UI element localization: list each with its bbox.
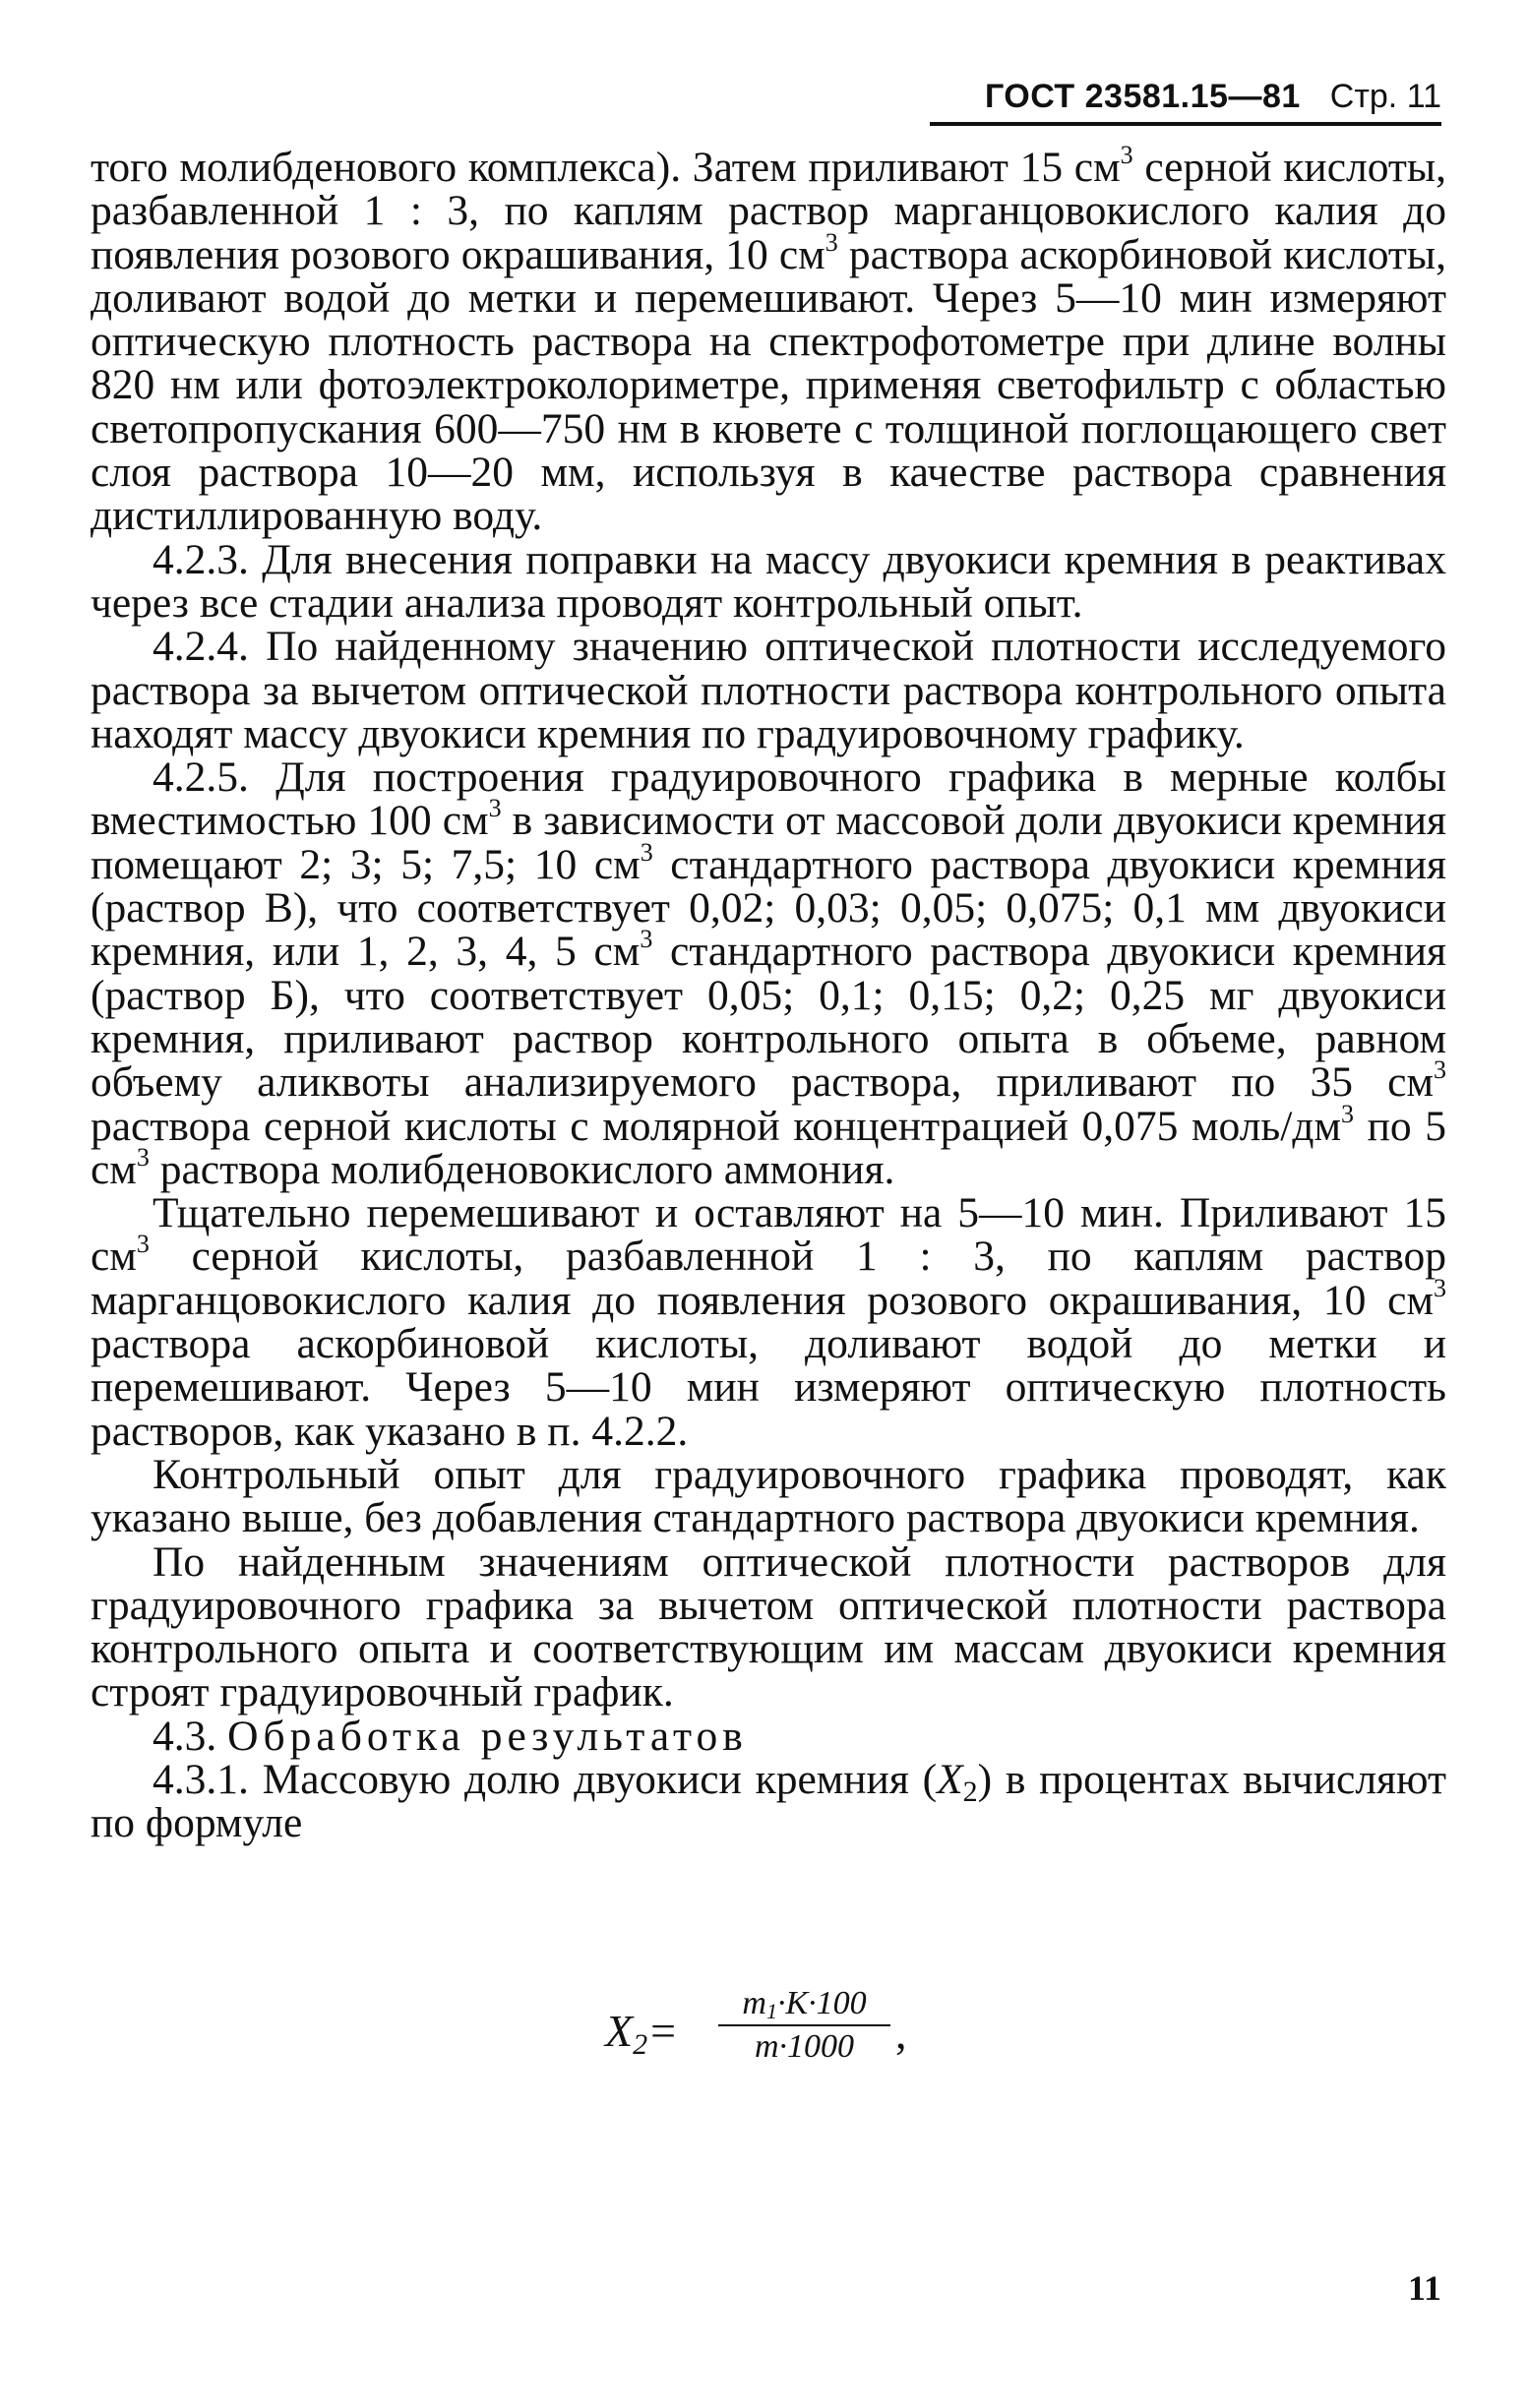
- section-title: Обработка результатов: [227, 1712, 748, 1760]
- subscript: 2: [962, 1775, 978, 1808]
- formula-variable: X: [605, 2006, 634, 2056]
- numerator-rest: ·K·100: [776, 1985, 867, 2021]
- numerator-var: m: [742, 1985, 766, 2021]
- superscript: 3: [1434, 1273, 1446, 1302]
- text-run: раствора аскорбиновой кислоты, доливают водой до метки и перемешивают. Через 5—10 мин измеряют оптическую плотность раствора на спектрофотометре при длине волны 820 нм или фотоэлектроколориметре, применяя светофильтр с областью светопропускания 600—750 нм в кювете с толщиной поглощающего свет слоя раствора 10—20 мм, используя в качестве раствора сравнения дистиллированную воду.: [91, 230, 1446, 540]
- paragraph-4-2-4: 4.2.4. По найденному значению оптической плотности исследуемого раствора за вычетом оптической плотности раствора контрольного опыта находят массу двуокиси кремния по градуировочному графику.: [91, 623, 1446, 757]
- paragraph-4-2-3: 4.2.3. Для внесения поправки на массу двуокиси кремния в реактивах через все стадии анализа проводят контрольный опыт.: [91, 535, 1446, 627]
- page-number: 11: [1407, 2268, 1441, 2308]
- text-run: серной кислоты, разбавленной 1 : 3, по каплям раствор марганцовокислого калия до появления розового окрашивания, 10 см: [91, 144, 1446, 278]
- text-run: того молибденового комплекса). Затем приливают 15 см: [91, 144, 1121, 191]
- page-label: Стр. 11: [1329, 78, 1441, 115]
- text-run: раствора аскорбиновой кислоты, доливают водой до метки и перемешивают. Через 5—10 мин измеряют оптическую плотность растворов, как указано в п. 4.2.2.: [91, 1320, 1446, 1455]
- text-run: раствора молибденовокислого аммония.: [149, 1145, 895, 1193]
- paragraph-1: [91, 141, 1446, 540]
- page-header: [930, 67, 1441, 126]
- text-run: раствора серной кислоты с молярной концентрацией 0,075 моль/дм: [91, 1102, 1341, 1150]
- formula-denominator: m·1000: [754, 2028, 855, 2065]
- superscript: 3: [136, 1142, 150, 1172]
- superscript: 3: [1434, 1055, 1446, 1085]
- superscript: 3: [488, 794, 502, 823]
- paragraph-4-3-1: [91, 1755, 1446, 1847]
- section-heading-4-3: [91, 1712, 1446, 1760]
- formula-subscript: 2: [633, 2028, 648, 2061]
- body-text: [91, 141, 1446, 1847]
- text-run: 4.2.5. Для построения градуировочного графика в мерные колбы вместимостью 100 см: [91, 753, 1446, 845]
- superscript: 3: [640, 837, 653, 867]
- superscript: 3: [640, 925, 653, 954]
- paragraph-control-experiment: Контрольный опыт для градуировочного графика проводят, как указано выше, без добавления стандартного раствора двуокиси кремния.: [91, 1450, 1446, 1542]
- text-run: ) в процентах вычисляют по формуле: [91, 1755, 1446, 1847]
- superscript: 3: [136, 1230, 150, 1259]
- paragraph-mixing: [91, 1191, 1446, 1453]
- section-number: 4.3.: [153, 1712, 228, 1760]
- superscript: 3: [825, 227, 838, 257]
- paragraph-calibration-graph: По найденным значениям оптической плотности растворов для градуировочного графика за вычетом оптической плотности раствора контрольного опыта и соответствующим им массам двуокиси кремния строят градуировочный график.: [91, 1537, 1446, 1716]
- variable: X: [937, 1755, 963, 1803]
- superscript: 3: [1120, 141, 1133, 169]
- superscript: 3: [1340, 1099, 1354, 1128]
- formula-equals: =: [647, 2006, 679, 2056]
- formula-comma: ,: [895, 2008, 907, 2058]
- numerator-subscript: 1: [765, 1999, 777, 2023]
- text-run: 4.3.1. Массовую долю двуокиси кремния (: [153, 1755, 938, 1803]
- formula-lhs: [605, 2005, 679, 2061]
- text-run: по 5 см: [91, 1102, 1446, 1193]
- text-run: серной кислоты, разбавленной 1 : 3, по каплям раствор марганцовокислого калия до появления розового окрашивания, 10 см: [91, 1233, 1446, 1324]
- text-run: стандартного раствора двуокиси кремния (раствор В), что соответствует 0,02; 0,03; 0,05; 0,075; 0,1 мм двуокиси кремния, или 1, 2, 3, 4, 5 см: [91, 840, 1446, 976]
- text-run: стандартного раствора двуокиси кремния (раствор Б), что соответствует 0,05; 0,1; 0,15; 0,2; 0,25 мг двуокиси кремния, приливают раствор контрольного опыта в объеме, равном объему аликвоты анализируемого раствора, приливают по 35 см: [91, 928, 1446, 1107]
- paragraph-4-2-5: [91, 755, 1446, 1191]
- formula-x2: [605, 1975, 999, 2083]
- text-run: Тщательно перемешивают и оставляют на 5—10 мин. Приливают 15 см: [91, 1189, 1446, 1281]
- formula-fraction: [718, 1985, 890, 2066]
- text-run: в зависимости от массовой доли двуокиси кремния помещают 2; 3; 5; 7,5; 10 см: [91, 797, 1446, 888]
- formula-numerator: [718, 1985, 890, 2026]
- standard-number: ГОСТ 23581.15—81: [984, 78, 1301, 115]
